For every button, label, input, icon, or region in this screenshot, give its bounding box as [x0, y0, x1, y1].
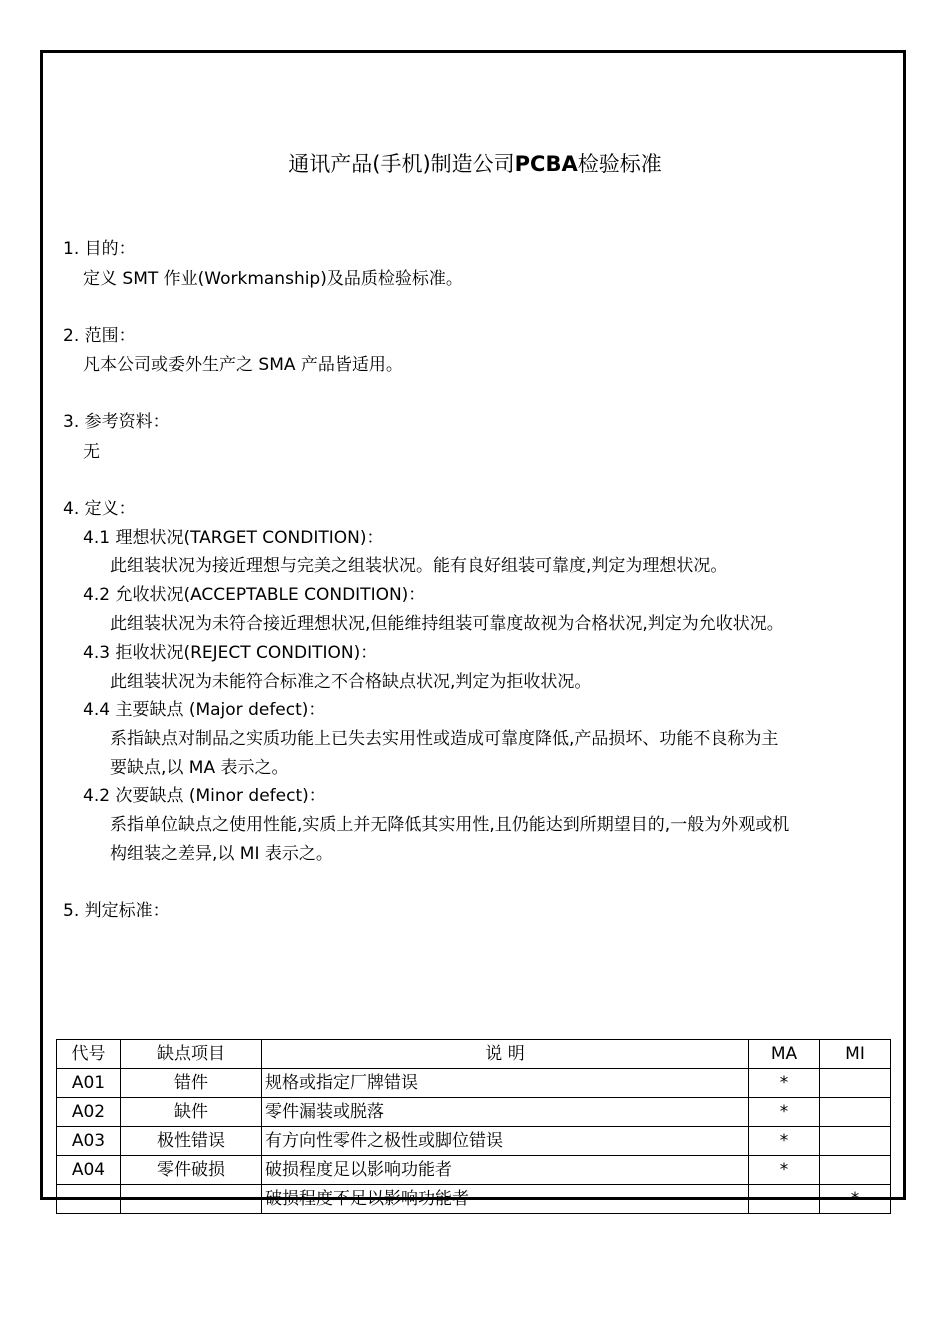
section-5-heading: 5. 判定标准：	[63, 901, 170, 921]
definition-target-text: 此组装状况为接近理想与完美之组装状况。能有良好组装可靠度,判定为理想状况。	[110, 556, 728, 576]
cell-code: A03	[57, 1127, 121, 1156]
title-prefix: 通讯产品(手机)制造公司	[288, 152, 515, 176]
cell-desc: 有方向性零件之极性或脚位错误	[262, 1127, 749, 1156]
definition-major-text-2: 要缺点,以 MA 表示之。	[110, 758, 289, 778]
section-1-body: 定义 SMT 作业(Workmanship)及品质检验标准。	[83, 269, 463, 289]
header-code: 代号	[57, 1040, 121, 1069]
table-row	[57, 1098, 891, 1127]
table-row	[57, 1185, 891, 1214]
defect-table	[56, 1039, 891, 1214]
section-2-heading: 2. 范围：	[63, 326, 136, 346]
section-3-heading: 3. 参考资料：	[63, 412, 170, 432]
cell-code: A02	[57, 1098, 121, 1127]
document-title	[0, 148, 950, 178]
cell-item: 极性错误	[121, 1127, 262, 1156]
cell-code: A01	[57, 1069, 121, 1098]
header-desc: 说 明	[262, 1040, 749, 1069]
definition-major-label: 4.4 主要缺点 (Major defect)：	[83, 700, 326, 720]
cell-item	[121, 1185, 262, 1214]
definition-minor-text-2: 构组装之差异,以 MI 表示之。	[110, 844, 333, 864]
cell-mi: *	[820, 1185, 891, 1214]
cell-ma: *	[749, 1127, 820, 1156]
cell-desc: 破损程度不足以影响功能者	[262, 1185, 749, 1214]
section-1-heading: 1. 目的：	[63, 239, 136, 259]
cell-mi	[820, 1098, 891, 1127]
cell-item: 缺件	[121, 1098, 262, 1127]
table-row	[57, 1127, 891, 1156]
definition-acceptable-label: 4.2 允收状况(ACCEPTABLE CONDITION)：	[83, 585, 426, 605]
definition-acceptable-text: 此组装状况为未符合接近理想状况,但能维持组装可靠度故视为合格状况,判定为允收状况。	[110, 614, 784, 634]
definition-major-text-1: 系指缺点对制品之实质功能上已失去实用性或造成可靠度降低,产品损坏、功能不良称为主	[110, 729, 779, 749]
cell-mi	[820, 1156, 891, 1185]
cell-ma: *	[749, 1156, 820, 1185]
cell-ma: *	[749, 1069, 820, 1098]
table-row	[57, 1069, 891, 1098]
header-item: 缺点项目	[121, 1040, 262, 1069]
section-4-heading: 4. 定义：	[63, 499, 136, 519]
definition-reject-text: 此组装状况为未能符合标准之不合格缺点状况,判定为拒收状况。	[110, 672, 592, 692]
cell-mi	[820, 1069, 891, 1098]
title-bold: PCBA	[514, 152, 578, 176]
definition-minor-label: 4.2 次要缺点 (Minor defect)：	[83, 786, 326, 806]
header-ma: MA	[749, 1040, 820, 1069]
cell-ma: *	[749, 1098, 820, 1127]
cell-ma	[749, 1185, 820, 1214]
cell-desc: 零件漏装或脱落	[262, 1098, 749, 1127]
cell-mi	[820, 1127, 891, 1156]
cell-code: A04	[57, 1156, 121, 1185]
section-2-body: 凡本公司或委外生产之 SMA 产品皆适用。	[83, 355, 403, 375]
cell-item: 零件破损	[121, 1156, 262, 1185]
title-suffix: 检验标准	[577, 152, 662, 176]
cell-desc: 破损程度足以影响功能者	[262, 1156, 749, 1185]
section-3-body: 无	[83, 442, 100, 462]
table-header-row	[57, 1040, 891, 1069]
definition-target-label: 4.1 理想状况(TARGET CONDITION)：	[83, 528, 384, 548]
table-row	[57, 1156, 891, 1185]
cell-code	[57, 1185, 121, 1214]
definition-minor-text-1: 系指单位缺点之使用性能,实质上并无降低其实用性,且仍能达到所期望目的,一般为外观或机	[110, 815, 790, 835]
cell-desc: 规格或指定厂牌错误	[262, 1069, 749, 1098]
definition-reject-label: 4.3 拒收状况(REJECT CONDITION)：	[83, 643, 378, 663]
cell-item: 错件	[121, 1069, 262, 1098]
header-mi: MI	[820, 1040, 891, 1069]
